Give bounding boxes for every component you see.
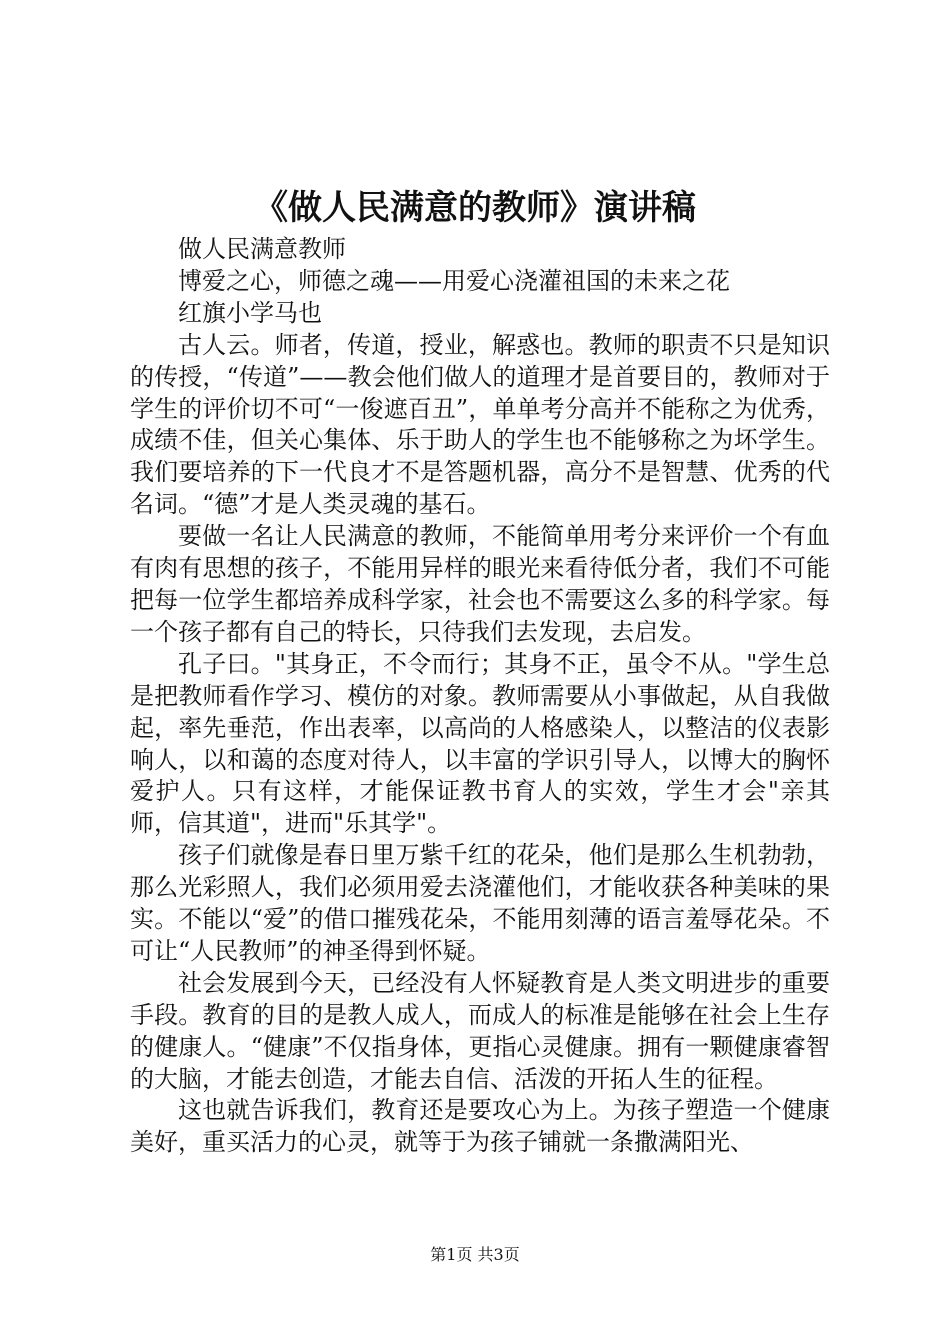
paragraph: 这也就告诉我们，教育还是要攻心为上。为孩子塑造一个健康美好，重买活力的心灵，就等于为孩子铺就一条撒满阳光、 bbox=[130, 1096, 830, 1157]
paragraph-author: 红旗小学马也 bbox=[178, 298, 322, 327]
paragraph: 社会发展到今天，已经没有人怀疑教育是人类文明进步的重要手段。教育的目的是教人成人，而成人的标准是能够在社会上生存的健康人。“健康”不仅指身体，更指心灵健康。拥有一颗健康睿智的大脑，才能去创造，才能去自信、活泼的开拓人生的征程。 bbox=[130, 968, 830, 1093]
paragraph: 孩子们就像是春日里万紫千红的花朵，他们是那么生机勃勃，那么光彩照人，我们必须用爱去浇灌他们，才能收获各种美味的果实。不能以“爱”的借口摧残花朵，不能用刻薄的语言羞辱花朵。不可让“人民教师”的神圣得到怀疑。 bbox=[130, 841, 830, 965]
document-body bbox=[130, 234, 830, 1159]
paragraph: 要做一名让人民满意的教师，不能简单用考分来评价一个有血有肉有思想的孩子，不能用异样的眼光来看待低分者，我们不可能把每一位学生都培养成科学家，社会也不需要这么多的科学家。每一个孩子都有自己的特长，只待我们去发现，去启发。 bbox=[130, 522, 830, 646]
paragraph-subtitle: 博爱之心，师德之魂——用爱心浇灌祖国的未来之花 bbox=[178, 266, 730, 295]
paragraph-heading: 做人民满意教师 bbox=[178, 235, 346, 263]
paragraph: 孔子曰。"其身正，不令而行；其身不正，虽令不从。"学生总是把教师看作学习、模仿的对象。教师需要从小事做起，从自我做起，率先垂范，作出表率，以高尚的人格感染人，以整洁的仪表影响人，以和蔼的态度对待人，以丰富的学识引导人，以博大的胸怀爱护人。只有这样，才能保证教书育人的实效，学生才会"亲其师，信其道"，进而"乐其学"。 bbox=[130, 649, 830, 838]
page-number-footer: 第1页 共3页 bbox=[430, 1245, 520, 1264]
paragraph: 古人云。师者，传道，授业，解惑也。教师的职责不只是知识的传授，“传道”——教会他们做人的道理才是首要目的，教师对于学生的评价切不可“一俊遮百丑”，单单考分高并不能称之为优秀，成绩不佳，但关心集体、乐于助人的学生也不能够称之为坏学生。我们要培养的下一代良才不是答题机器，高分不是智慧、优秀的代名词。“德”才是人类灵魂的基石。 bbox=[130, 330, 830, 519]
document-title: 《做人民满意的教师》演讲稿 bbox=[254, 188, 696, 228]
